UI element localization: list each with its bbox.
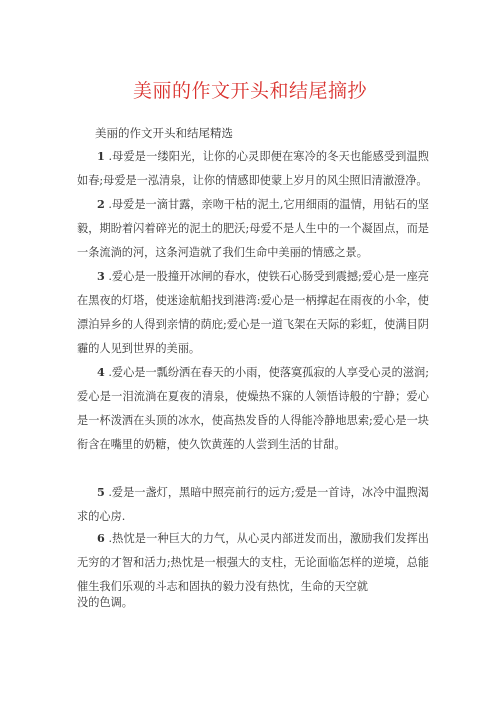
paragraph-text: .爱心是一瓢纷洒在春天的小雨，使落寞孤寂的人享受心灵的滋润;爱心是一泪流淌在夏夜的清泉，使燥热不寐的人领悟诗般的宁静；爱心是一杯泼洒在头顶的冰水，使高热发昏的人得能冷静地思索;爱心是一块衔含在嘴里的奶糖，使久饮黄莲的人尝到生活的甘甜。 [77,366,429,451]
paragraph-number: 5 [97,485,105,499]
paragraph-5 [77,480,429,529]
paragraph-number: 4 [97,365,105,379]
paragraph-tail: 没的色调。 [77,596,133,609]
paragraph-text: .母爱是一滴甘露，亲吻干枯的泥土,它用细雨的温情，用钻石的坚毅，期盼着闪着碎光的泥土的肥沃;母爱不是人生中的一个凝固点，而是一条流淌的河，这条河造就了我们生命中美丽的情感之景。 [77,198,429,259]
paragraph-number: 6 [97,531,105,545]
paragraph-text: .爱是一盏灯，黑暗中照亮前行的远方;爱是一首诗，冰冷中温煦渴求的心房. [77,486,429,523]
paragraph-1 [77,144,429,193]
paragraph-4 [77,360,429,457]
paragraph-text: .爱心是一股撞开冰闸的春水，使铁石心肠受到震撼;爱心是一座亮在黑夜的灯塔，使迷途航船找到港湾:爱心是一柄撑起在雨夜的小伞，使漂泊异乡的人得到亲情的荫庇;爱心是一道飞架在天际的彩虹，使满目阴霾的人见到世界的美丽。 [77,270,429,355]
paragraph-2 [77,192,429,265]
paragraph-text: .热忱是一种巨大的力气，从心灵内部迸发而出，激励我们发挥出无穷的才智和活力;热忱是一根强大的支柱，无论面临怎样的逆境，总能催生我们乐观的斗志和固执的毅力没有热忱，生命的天空就 [77,532,429,593]
paragraph-text: .母爱是一缕阳光，让你的心灵即便在寒冷的冬天也能感受到温煦如春;母爱是一泓清泉，让你的情感即使蒙上岁月的风尘照旧清澈澄净。 [77,150,429,187]
page-subtitle: 美丽的作文开头和结尾精选 [95,126,233,140]
paragraph-number: 3 [97,269,105,283]
paragraph-6 [77,526,429,615]
paragraph-3 [77,264,429,361]
paragraph-number: 1 [97,149,105,163]
page-title: 美丽的作文开头和结尾摘抄 [132,80,367,102]
paragraph-number: 2 [97,197,105,211]
